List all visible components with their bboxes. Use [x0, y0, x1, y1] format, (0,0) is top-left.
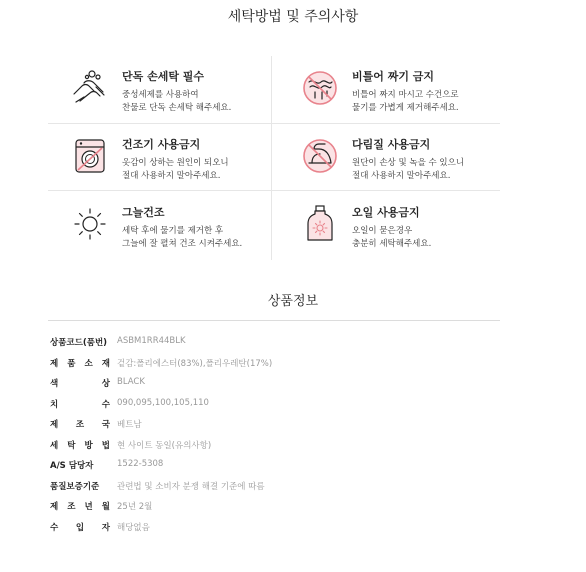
care-item-desc: 중성세제를 사용하여	[122, 90, 199, 100]
product-info-row	[50, 334, 490, 355]
care-item-title: 단독 손세탁 필수	[122, 70, 205, 83]
care-item-desc: 옷감이 상하는 원인이 되오니	[122, 158, 229, 168]
product-info-label: A/S 담당자	[50, 461, 94, 471]
product-info-label: 제 조 년 월	[50, 502, 110, 512]
product-info-value: 현 사이트 동일(유의사항)	[117, 440, 212, 451]
product-info-value: 1522-5308	[117, 459, 164, 469]
product-info-table	[50, 334, 490, 539]
product-info-label: 수 입 자	[50, 522, 110, 533]
product-info-value: 해당없음	[117, 522, 150, 533]
care-item-desc: 충분히 세탁해주세요.	[352, 239, 432, 249]
product-info-label: 품질보증기준	[50, 481, 100, 492]
care-item-desc: 절대 사용하지 말아주세요.	[352, 171, 451, 181]
care-item-title: 오일 사용금지	[352, 206, 420, 219]
grid-divider	[271, 56, 272, 260]
product-info-title: 상품정보	[267, 294, 319, 309]
product-info-row	[50, 478, 490, 499]
no-wring-icon	[300, 68, 340, 108]
care-item-shade-dry	[48, 192, 270, 258]
product-info-label: 제 품 소 재	[50, 358, 110, 369]
care-instructions-grid	[48, 56, 500, 260]
product-info-label: 제 조 국	[50, 420, 110, 430]
care-item-desc: 물기를 가볍게 제거해주세요.	[352, 103, 459, 113]
product-info-row	[50, 457, 490, 478]
product-info-value: 25년 2월	[117, 502, 153, 512]
product-info-value: ASBM1RR44BLK	[117, 336, 186, 346]
product-info-label: 상품코드(품번)	[50, 338, 108, 348]
no-oil-icon	[300, 204, 340, 244]
care-item-no-oil	[278, 192, 500, 258]
care-item-desc: 비틀어 짜지 마시고 수건으로	[352, 90, 459, 100]
shade-dry-icon	[70, 204, 110, 244]
product-info-row	[50, 519, 490, 540]
product-info-value: 관련법 및 소비자 분쟁 해결 기준에 따름	[117, 481, 265, 492]
care-item-title: 다림질 사용금지	[352, 138, 431, 151]
product-info-label: 치 수	[50, 399, 110, 410]
care-item-desc: 절대 사용하지 말아주세요.	[122, 171, 221, 181]
product-info-value: BLACK	[117, 377, 145, 387]
product-info-value: 겉감:폴리에스터(83%),폴리우레탄(17%)	[117, 358, 273, 369]
care-item-title: 비틀어 짜기 금지	[352, 70, 435, 83]
care-item-desc: 오일이 묻은경우	[352, 226, 413, 236]
product-info-row	[50, 396, 490, 417]
care-section-title: 세탁방법 및 주의사항	[227, 9, 359, 25]
care-item-title: 그늘건조	[122, 206, 165, 219]
product-info-value: 베트남	[117, 420, 142, 430]
care-item-desc: 세탁 후에 물기를 제거한 후	[122, 226, 224, 236]
product-info-row	[50, 498, 490, 519]
care-item-no-iron	[278, 124, 500, 190]
product-info-row	[50, 375, 490, 396]
care-item-hand-wash	[48, 56, 270, 122]
product-info-row	[50, 355, 490, 376]
product-info-label: 세 탁 방 법	[50, 440, 110, 451]
care-item-desc: 그늘에 잘 펼쳐 건조 시켜주세요.	[122, 239, 243, 249]
care-item-no-tumble-dry	[48, 124, 270, 190]
section-divider	[48, 320, 500, 321]
care-item-no-wring	[278, 56, 500, 122]
care-item-desc: 원단이 손상 및 녹을 수 있으니	[352, 158, 465, 168]
care-item-desc: 찬물로 단독 손세탁 해주세요.	[122, 103, 232, 113]
product-info-row	[50, 437, 490, 458]
product-info-label: 색 상	[50, 379, 110, 389]
grid-divider	[48, 190, 500, 191]
care-item-title: 건조기 사용금지	[122, 138, 201, 151]
no-tumble-dry-icon	[70, 136, 110, 176]
product-info-value: 090,095,100,105,110	[117, 397, 209, 408]
hand-wash-icon	[70, 68, 110, 108]
product-info-row	[50, 416, 490, 437]
no-iron-icon	[300, 136, 340, 176]
